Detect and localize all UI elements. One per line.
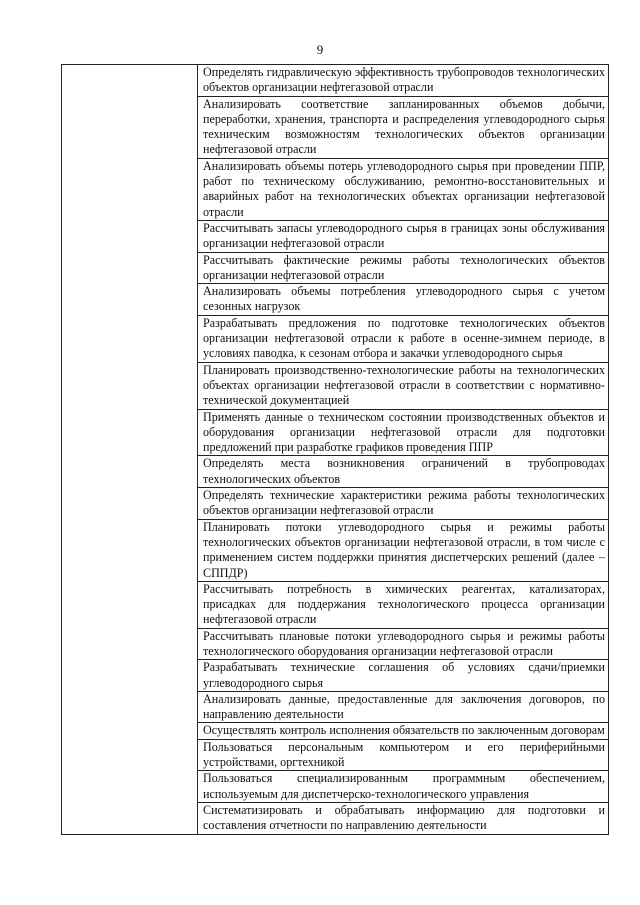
skill-item: Разрабатывать технические соглашения об условиях сдачи/приемки углеводородного сырья <box>198 660 609 692</box>
skill-item: Анализировать объемы потребления углеводородного сырья с учетом сезонных нагрузок <box>198 284 609 316</box>
skill-item: Рассчитывать запасы углеводородного сырья в границах зоны обслуживания организации нефтегазовой отрасли <box>198 220 609 252</box>
skill-item: Систематизировать и обрабатывать информацию для подготовки и составления отчетности по направлению деятельности <box>198 802 609 834</box>
skill-item: Разрабатывать предложения по подготовке технологических объектов организации нефтегазовой отрасли к работе в осенне-зимнем периоде, в условиях паводка, к сезонам отбора и закачки углеводородного сырья <box>198 315 609 362</box>
skill-item: Рассчитывать потребность в химических реагентах, катализаторах, присадках для поддержания технологического процесса организации нефтегазовой отрасли <box>198 581 609 628</box>
skill-item: Планировать потоки углеводородного сырья и режимы работы технологических объектов организации нефтегазовой отрасли, в том числе с применением систем поддержки принятия диспетчерских решений (далее – СППДР) <box>198 519 609 581</box>
table-row <box>62 65 609 97</box>
skill-item: Анализировать данные, предоставленные для заключения договоров, по направлению деятельности <box>198 691 609 723</box>
skills-table <box>61 64 609 835</box>
skill-item: Определять места возникновения ограничений в трубопроводах технологических объектов <box>198 456 609 488</box>
skill-item: Осуществлять контроль исполнения обязательств по заключенным договорам <box>198 723 609 739</box>
skill-item: Применять данные о техническом состоянии производственных объектов и оборудования организации нефтегазовой отрасли для подготовки предложений при разработке графиков проведения ППР <box>198 409 609 456</box>
skill-item: Пользоваться персональным компьютером и его периферийными устройствами, оргтехникой <box>198 739 609 771</box>
skill-item: Пользоваться специализированным программным обеспечением, используемым для диспетчерско-технологического управления <box>198 771 609 803</box>
skill-item: Рассчитывать фактические режимы работы технологических объектов организации нефтегазовой отрасли <box>198 252 609 284</box>
skill-item: Анализировать соответствие запланированных объемов добычи, переработки, хранения, транспорта и распределения углеводородного сырья техническим возможностям технологических объектов организации нефтегазовой отрасли <box>198 96 609 158</box>
left-column-cell <box>62 65 198 835</box>
skill-item: Планировать производственно-технологические работы на технологических объектах организации нефтегазовой отрасли в соответствии с нормативно-технической документацией <box>198 362 609 409</box>
skill-item: Анализировать объемы потерь углеводородного сырья при проведении ППР, работ по техническому обслуживанию, ремонтно-восстановительных и аварийных работ на технологических объектах организации нефтегазовой отрасли <box>198 158 609 220</box>
page-number: 9 <box>316 42 324 57</box>
skill-item: Определять технические характеристики режима работы технологических объектов организации нефтегазовой отрасли <box>198 488 609 520</box>
skill-item: Рассчитывать плановые потоки углеводородного сырья и режимы работы технологического оборудования организации нефтегазовой отрасли <box>198 628 609 660</box>
skill-item: Определять гидравлическую эффективность трубопроводов технологических объектов организации нефтегазовой отрасли <box>198 65 609 97</box>
